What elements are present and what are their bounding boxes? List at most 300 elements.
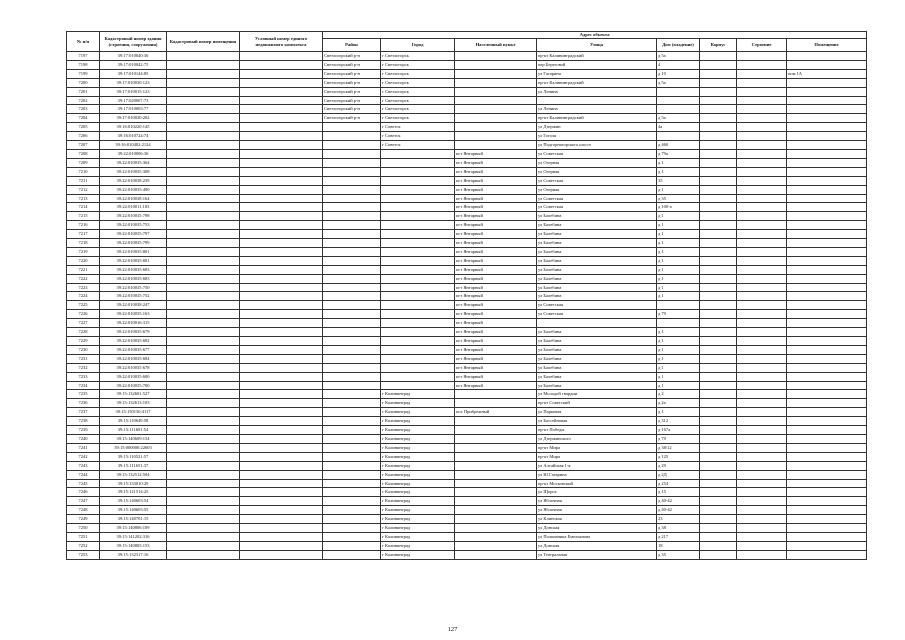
cell-cadastral-number: 39:22:010035:752 (100, 292, 167, 301)
cell-district (323, 550, 381, 559)
table-row (67, 149, 867, 158)
cell-row-num: 7234 (67, 381, 100, 390)
cell-house: 18 (657, 541, 700, 550)
cell-house (657, 319, 700, 328)
cell-settlement: пгт Янтарный (455, 203, 537, 212)
cell-korpus (700, 408, 737, 417)
cell-complex-number (240, 141, 323, 150)
cell-premises (787, 194, 867, 203)
cell-korpus (700, 319, 737, 328)
cell-street: ул Донская (537, 524, 657, 533)
table-row (67, 426, 867, 435)
cell-korpus (700, 69, 737, 78)
cell-complex-number (240, 541, 323, 550)
cell-building (737, 541, 787, 550)
cell-complex-number (240, 461, 323, 470)
cell-city (381, 247, 455, 256)
cell-building (737, 515, 787, 524)
cell-cadastral-number: 39:15:132512:504 (100, 470, 167, 479)
cell-settlement (455, 78, 537, 87)
cell-complex-number (240, 452, 323, 461)
cell-korpus (700, 434, 737, 443)
cell-settlement: пгт Янтарный (455, 328, 537, 337)
cell-premises (787, 399, 867, 408)
cell-premises (787, 381, 867, 390)
cell-street: ул Донская (537, 541, 657, 550)
cell-korpus (700, 265, 737, 274)
cell-room-number (167, 541, 240, 550)
cell-settlement (455, 105, 537, 114)
cell-settlement (455, 123, 537, 132)
cell-room-number (167, 114, 240, 123)
cell-room-number (167, 194, 240, 203)
table-row (67, 194, 867, 203)
cell-row-num: 7236 (67, 399, 100, 408)
cell-district: Светлогорский р-н (323, 105, 381, 114)
cell-house: д 1 (657, 230, 700, 239)
cell-district (323, 390, 381, 399)
cell-complex-number (240, 52, 323, 61)
cell-room-number (167, 381, 240, 390)
cell-premises (787, 541, 867, 550)
cell-house: д 15 (657, 488, 700, 497)
cell-house: д 1 (657, 221, 700, 230)
cell-settlement: пгт Янтарный (455, 221, 537, 230)
cell-room-number (167, 417, 240, 426)
cell-cadastral-number: 39:22:010038:239 (100, 176, 167, 185)
table-row (67, 87, 867, 96)
cell-city: г Светлогорск (381, 69, 455, 78)
cell-cadastral-number: 39:17:010030:123 (100, 78, 167, 87)
cell-city: г Калининград (381, 470, 455, 479)
cell-row-num: 7218 (67, 239, 100, 248)
cell-room-number (167, 239, 240, 248)
cell-settlement: пгт Янтарный (455, 292, 537, 301)
cell-house: д 40-42 (657, 506, 700, 515)
cell-row-num: 7209 (67, 158, 100, 167)
cell-korpus (700, 497, 737, 506)
cell-street: ул Балебина (537, 283, 657, 292)
cell-building (737, 265, 787, 274)
cell-street: ул Дзержинского (537, 434, 657, 443)
table-row (67, 408, 867, 417)
cell-house: д 1 (657, 328, 700, 337)
cell-settlement: пгт Янтарный (455, 194, 537, 203)
cell-building (737, 426, 787, 435)
cell-korpus (700, 239, 737, 248)
cell-house: д 460 (657, 141, 700, 150)
cell-korpus (700, 96, 737, 105)
cell-city (381, 345, 455, 354)
table-row (67, 96, 867, 105)
cell-cadastral-number: 39:15:132613:103 (100, 399, 167, 408)
cell-room-number (167, 247, 240, 256)
cell-row-num: 7231 (67, 354, 100, 363)
cell-row-num: 7203 (67, 105, 100, 114)
cell-house: д 1 (657, 345, 700, 354)
cell-premises (787, 60, 867, 69)
cell-room-number (167, 443, 240, 452)
cell-building (737, 550, 787, 559)
table-row (67, 69, 867, 78)
cell-house: д 254 (657, 479, 700, 488)
cell-complex-number (240, 319, 323, 328)
cell-district (323, 506, 381, 515)
table-row (67, 515, 867, 524)
cell-cadastral-number: 39:15:141202:316 (100, 532, 167, 541)
cell-row-num: 7243 (67, 461, 100, 470)
cell-complex-number (240, 354, 323, 363)
cell-building (737, 363, 787, 372)
cell-complex-number (240, 470, 323, 479)
cell-building (737, 524, 787, 533)
cell-row-num: 7216 (67, 221, 100, 230)
cell-district (323, 283, 381, 292)
cell-premises (787, 203, 867, 212)
cell-complex-number (240, 149, 323, 158)
cell-house: д 1 (657, 354, 700, 363)
cell-korpus (700, 524, 737, 533)
cell-room-number (167, 69, 240, 78)
cell-premises (787, 515, 867, 524)
cell-settlement (455, 417, 537, 426)
cell-city (381, 194, 455, 203)
cell-premises (787, 532, 867, 541)
cell-city (381, 301, 455, 310)
cell-settlement: пгт Янтарный (455, 319, 537, 328)
cell-room-number (167, 141, 240, 150)
cell-premises (787, 337, 867, 346)
cell-premises (787, 52, 867, 61)
cell-city: г Калининград (381, 417, 455, 426)
cell-street: ул Балебина (537, 230, 657, 239)
cell-premises (787, 470, 867, 479)
cell-house: д 1 (657, 283, 700, 292)
cell-row-num: 7242 (67, 452, 100, 461)
cell-building (737, 176, 787, 185)
cell-building (737, 221, 787, 230)
cell-complex-number (240, 274, 323, 283)
cell-cadastral-number: 39:15:140603:54 (100, 497, 167, 506)
cell-premises (787, 354, 867, 363)
cell-city: г Калининград (381, 479, 455, 488)
cell-complex-number (240, 408, 323, 417)
header-num: № п/п (67, 32, 100, 52)
cell-complex-number (240, 87, 323, 96)
header-settlement: Населенный пункт (455, 39, 537, 52)
cell-premises (787, 96, 867, 105)
cell-district (323, 319, 381, 328)
cell-house: д 1 (657, 337, 700, 346)
cell-city (381, 328, 455, 337)
cell-district (323, 381, 381, 390)
cell-room-number (167, 532, 240, 541)
cell-cadastral-number: 39:22:010038:164 (100, 194, 167, 203)
cell-complex-number (240, 123, 323, 132)
cell-complex-number (240, 301, 323, 310)
cell-building (737, 381, 787, 390)
cell-street: пер Береговой (537, 60, 657, 69)
cell-city: г Калининград (381, 443, 455, 452)
cell-room-number (167, 337, 240, 346)
cell-room-number (167, 354, 240, 363)
table-row (67, 434, 867, 443)
cell-settlement (455, 524, 537, 533)
cell-row-num: 7223 (67, 283, 100, 292)
cell-district (323, 310, 381, 319)
cell-complex-number (240, 247, 323, 256)
cell-room-number (167, 319, 240, 328)
cell-korpus (700, 541, 737, 550)
cell-korpus (700, 194, 737, 203)
cell-cadastral-number: 39:15:140805:153 (100, 541, 167, 550)
cell-building (737, 488, 787, 497)
cell-row-num: 7198 (67, 60, 100, 69)
cell-room-number (167, 479, 240, 488)
cell-premises (787, 550, 867, 559)
cell-row-num: 7241 (67, 443, 100, 452)
cell-complex-number (240, 497, 323, 506)
cell-building (737, 52, 787, 61)
cell-korpus (700, 363, 737, 372)
cell-complex-number (240, 114, 323, 123)
cell-row-num: 7204 (67, 114, 100, 123)
cell-house: д 2 (657, 390, 700, 399)
cell-city: г Калининград (381, 434, 455, 443)
cell-korpus (700, 470, 737, 479)
cell-street: ул Ленина (537, 105, 657, 114)
cell-settlement: пгт Янтарный (455, 363, 537, 372)
cell-building (737, 78, 787, 87)
cell-settlement: пгт Янтарный (455, 158, 537, 167)
cell-district (323, 524, 381, 533)
cell-district (323, 417, 381, 426)
cell-room-number (167, 452, 240, 461)
cell-premises (787, 158, 867, 167)
cell-complex-number (240, 105, 323, 114)
cell-settlement: пгт Янтарный (455, 230, 537, 239)
cell-settlement (455, 114, 537, 123)
header-district: Район (323, 39, 381, 52)
cell-building (737, 167, 787, 176)
cell-street: ул Озерная (537, 167, 657, 176)
cell-settlement (455, 434, 537, 443)
cell-district (323, 488, 381, 497)
cell-street: пр-кт Московский (537, 479, 657, 488)
table-row (67, 283, 867, 292)
cell-house: д 35 (657, 194, 700, 203)
cell-building (737, 310, 787, 319)
table-row (67, 52, 867, 61)
cell-korpus (700, 506, 737, 515)
cell-complex-number (240, 167, 323, 176)
cell-row-num: 7217 (67, 230, 100, 239)
cell-cadastral-number: 39:15:132317:16 (100, 550, 167, 559)
cell-premises (787, 506, 867, 515)
cell-cadastral-number: 39:22:010035:681 (100, 256, 167, 265)
cell-complex-number (240, 417, 323, 426)
cell-city: г Калининград (381, 550, 455, 559)
table-row (67, 132, 867, 141)
cell-settlement (455, 497, 537, 506)
cell-cadastral-number: 39:15:110649:58 (100, 417, 167, 426)
cell-street: пр-кт Победы (537, 426, 657, 435)
cell-complex-number (240, 515, 323, 524)
cell-complex-number (240, 399, 323, 408)
cell-cadastral-number: 39:15:111651:37 (100, 461, 167, 470)
cell-row-num: 7201 (67, 87, 100, 96)
cell-building (737, 60, 787, 69)
cell-cadastral-number: 39:22:010006:36 (100, 149, 167, 158)
cell-room-number (167, 524, 240, 533)
cell-premises (787, 301, 867, 310)
cell-district (323, 532, 381, 541)
cell-korpus (700, 78, 737, 87)
cell-cadastral-number: 39:22:010035:678 (100, 363, 167, 372)
cell-building (737, 301, 787, 310)
cell-korpus (700, 247, 737, 256)
cell-korpus (700, 310, 737, 319)
cell-house: д 40-42 (657, 497, 700, 506)
cell-korpus (700, 203, 737, 212)
cell-settlement (455, 488, 537, 497)
table-row (67, 479, 867, 488)
cell-district: Светлогорский р-н (323, 60, 381, 69)
cell-room-number (167, 292, 240, 301)
cell-city: г Светлогорск (381, 96, 455, 105)
table-row (67, 221, 867, 230)
cell-house: д 79 (657, 310, 700, 319)
cell-row-num: 7252 (67, 541, 100, 550)
cell-settlement (455, 461, 537, 470)
cell-city (381, 283, 455, 292)
cell-cadastral-number: 39:16:010724:74 (100, 132, 167, 141)
cell-building (737, 158, 787, 167)
cell-premises (787, 230, 867, 239)
cell-korpus (700, 417, 737, 426)
cell-premises (787, 78, 867, 87)
header-korpus: Корпус (700, 39, 737, 52)
cell-premises (787, 372, 867, 381)
cell-room-number (167, 408, 240, 417)
cell-district: Светлогорский р-н (323, 114, 381, 123)
cell-city (381, 274, 455, 283)
table-row (67, 167, 867, 176)
cell-cadastral-number: 39:22:010035:753 (100, 221, 167, 230)
cell-building (737, 532, 787, 541)
cell-cadastral-number: 39:15:000000:22603 (100, 443, 167, 452)
table-row (67, 488, 867, 497)
cell-row-num: 7248 (67, 506, 100, 515)
cell-room-number (167, 550, 240, 559)
cell-settlement: пгт Янтарный (455, 167, 537, 176)
table-row (67, 292, 867, 301)
cell-city (381, 149, 455, 158)
cell-cadastral-number: 39:22:010035:683 (100, 265, 167, 274)
cell-room-number (167, 497, 240, 506)
cell-row-num: 7244 (67, 470, 100, 479)
cell-building (737, 328, 787, 337)
cell-street: ул Балебина (537, 337, 657, 346)
cell-room-number (167, 310, 240, 319)
cell-street: пр-кт Калининградский (537, 52, 657, 61)
table-row (67, 417, 867, 426)
cell-row-num: 7213 (67, 194, 100, 203)
cell-room-number (167, 345, 240, 354)
cell-cadastral-number: 39:22:010035:700 (100, 381, 167, 390)
cell-house: д 1 (657, 247, 700, 256)
cell-cadastral-number: 39:15:140701:15 (100, 515, 167, 524)
cell-building (737, 123, 787, 132)
cell-cadastral-number: 39:22:010035:799 (100, 239, 167, 248)
cell-row-num: 7202 (67, 96, 100, 105)
cell-city: г Калининград (381, 426, 455, 435)
cell-korpus (700, 337, 737, 346)
cell-street: ул Балебина (537, 328, 657, 337)
cell-building (737, 230, 787, 239)
cell-complex-number (240, 230, 323, 239)
cell-street: ул Балебина (537, 354, 657, 363)
cell-city: г Советск (381, 141, 455, 150)
cell-cadastral-number: 39:22:010035:163 (100, 310, 167, 319)
cell-row-num: 7219 (67, 247, 100, 256)
cell-city: г Советск (381, 132, 455, 141)
cell-building (737, 247, 787, 256)
cell-complex-number (240, 132, 323, 141)
cell-street: пр-кт Мира (537, 443, 657, 452)
table-row (67, 212, 867, 221)
cell-cadastral-number: 39:15:140603:55 (100, 506, 167, 515)
cell-street: ул Полковника Емельянова (537, 532, 657, 541)
cell-premises (787, 123, 867, 132)
cell-complex-number (240, 221, 323, 230)
cell-premises (787, 524, 867, 533)
cell-city: г Светлогорск (381, 105, 455, 114)
cell-city (381, 230, 455, 239)
cell-district (323, 399, 381, 408)
cell-building (737, 87, 787, 96)
cell-korpus (700, 354, 737, 363)
cell-district (323, 221, 381, 230)
cell-settlement: пгт Янтарный (455, 337, 537, 346)
cell-house: д 38/12 (657, 443, 700, 452)
cell-district (323, 230, 381, 239)
cell-house: д 1 (657, 167, 700, 176)
cell-city: г Калининград (381, 541, 455, 550)
cell-house: д 5а (657, 52, 700, 61)
cell-district (323, 479, 381, 488)
cell-settlement: пгт Янтарный (455, 372, 537, 381)
table-row (67, 354, 867, 363)
cell-district (323, 363, 381, 372)
cell-cadastral-number: 39:22:010035:801 (100, 247, 167, 256)
cell-city: г Калининград (381, 532, 455, 541)
cell-building (737, 372, 787, 381)
cell-cadastral-number: 39:15:140806:109 (100, 524, 167, 533)
cell-house: д 1 (657, 292, 700, 301)
cell-cadastral-number: 39:17:010030:202 (100, 114, 167, 123)
cell-street: пр-кт Калининградский (537, 78, 657, 87)
cell-settlement (455, 479, 537, 488)
cell-complex-number (240, 185, 323, 194)
cell-district: Светлогорский р-н (323, 96, 381, 105)
cell-room-number (167, 96, 240, 105)
cell-street: ул Балебина (537, 274, 657, 283)
cell-premises (787, 256, 867, 265)
table-row (67, 114, 867, 123)
cell-cadastral-number: 39:22:010035:679 (100, 328, 167, 337)
table-row (67, 443, 867, 452)
